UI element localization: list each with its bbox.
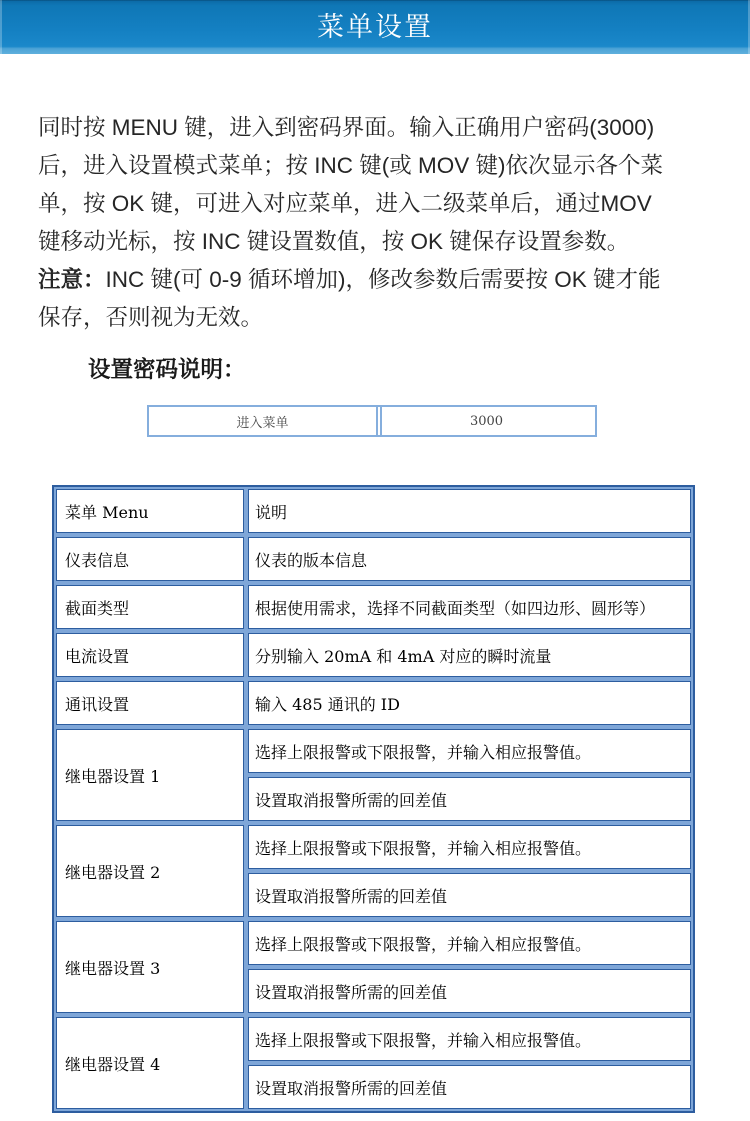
intro-line: 同时按 MENU 键，进入到密码界面。输入正确用户密码(3000): [38, 115, 655, 140]
menu-column-header-cell: 菜单 Menu: [56, 489, 244, 533]
menu-name-cell: 通讯设置: [56, 681, 244, 725]
desc-cell: 根据使用需求，选择不同截面类型（如四边形、圆形等）: [248, 585, 691, 629]
menu-name-cell: 截面类型: [56, 585, 244, 629]
page-title: 菜单设置: [317, 12, 433, 42]
desc-cell: 仪表的版本信息: [248, 537, 691, 581]
desc-cell: 选择上限报警或下限报警，并输入相应报警值。: [248, 825, 691, 869]
desc-cell: 设置取消报警所需的回差值: [248, 873, 691, 917]
password-table-value-cell: 3000: [378, 405, 597, 437]
intro-line: 单，按 OK 键，可进入对应菜单，进入二级菜单后，通过MOV: [38, 191, 652, 216]
desc-column-header-cell: 说明: [248, 489, 691, 533]
desc-cell: 输入 485 通讯的 ID: [248, 681, 691, 725]
intro-line: 保存，否则视为无效。: [38, 305, 264, 330]
desc-cell: 选择上限报警或下限报警，并输入相应报警值。: [248, 921, 691, 965]
desc-cell: 设置取消报警所需的回差值: [248, 777, 691, 821]
desc-cell: 分别输入 20mA 和 4mA 对应的瞬时流量: [248, 633, 691, 677]
intro-paragraph: [38, 109, 728, 337]
menu-name-cell: 继电器设置 3: [56, 921, 244, 1013]
page-title-bar: [0, 0, 750, 54]
menu-name-cell: 仪表信息: [56, 537, 244, 581]
menu-table-grid: [56, 489, 691, 1109]
menu-name-cell: 继电器设置 4: [56, 1017, 244, 1109]
menu-name-cell: 继电器设置 2: [56, 825, 244, 917]
password-table: [147, 405, 597, 437]
desc-cell: 设置取消报警所需的回差值: [248, 969, 691, 1013]
menu-name-cell: 继电器设置 1: [56, 729, 244, 821]
note-label: 注意：: [38, 267, 106, 292]
menu-name-cell: 电流设置: [56, 633, 244, 677]
desc-cell: 选择上限报警或下限报警，并输入相应报警值。: [248, 1017, 691, 1061]
desc-cell: 选择上限报警或下限报警，并输入相应报警值。: [248, 729, 691, 773]
menu-table: [52, 485, 695, 1113]
desc-cell: 设置取消报警所需的回差值: [248, 1065, 691, 1109]
password-table-action-cell: 进入菜单: [147, 405, 378, 437]
intro-line: 注意：INC 键(可 0-9 循环增加)，修改参数后需要按 OK 键才能: [38, 267, 661, 292]
intro-line: 键移动光标，按 INC 键设置数值，按 OK 键保存设置参数。: [38, 229, 630, 254]
password-section-heading: 设置密码说明：: [88, 357, 246, 382]
intro-line: 后，进入设置模式菜单；按 INC 键(或 MOV 键)依次显示各个菜: [38, 153, 663, 178]
